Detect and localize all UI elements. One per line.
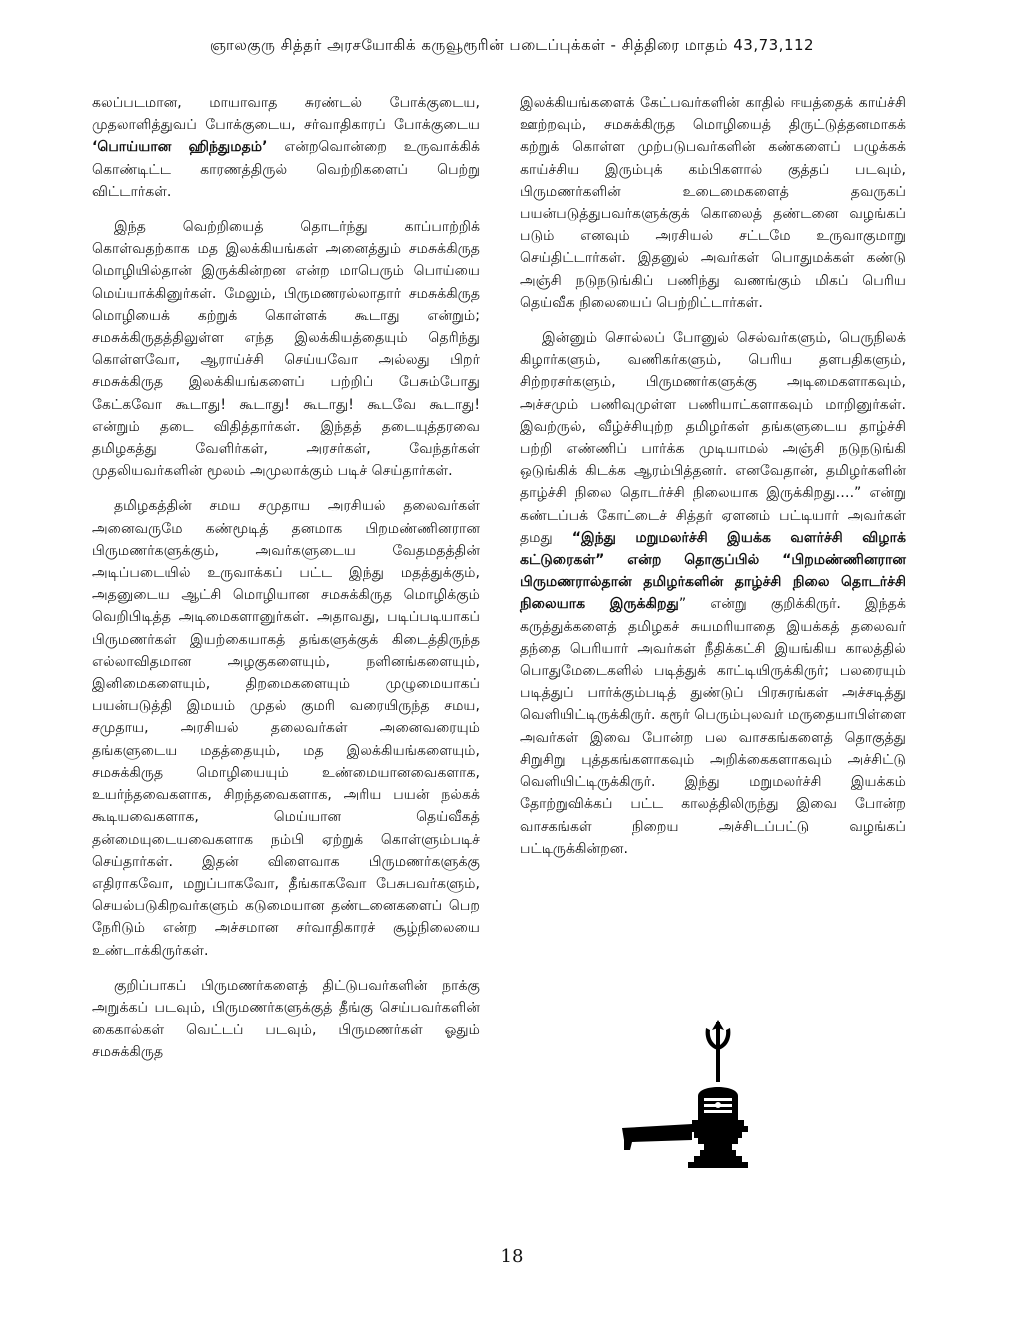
running-header: ஞாலகுரு சித்தர் அரசயோகிக் கருவூரூரின் படைப்புக்கள் - சித்திரை மாதம் 43,73,112 — [209, 36, 815, 54]
left-column — [92, 92, 480, 1077]
paragraph-text: கலப்படமான, மாயாவாத சுரண்டல் போக்குடைய, முதலாளித்துவப் போக்குடைய, சர்வாதிகாரப் போக்குடைய — [92, 95, 480, 134]
paragraph-text: ” என்று குறிக்கிருர். இந்தக் கருத்துக்களைத் தமிழகச் சுயமரியாதை இயக்கத் தலைவர் தந்தை பெரியார் அவர்கள் நீதிக்கட்சி இயங்கிய காலத்தில் பொதுமேடைகளில் படித்துக் காட்டியிருக்கிருர்; பலரையும் படித்துப் பார்க்கும்படித் துண்டுப் பிரசுரங்கள் அச்சடித்து வெளியிட்டிருக்கிருர். கரூர் பெரும்புலவர் மருதையாபிள்ளை அவர்கள் இவை போன்ற பல வாசகங்களைத் தொகுத்து சிறுசிறு புத்தகங்களாகவும் அறிக்கைகளாகவும் அச்சிட்டு வெளியிட்டிருக்கிருர். இந்து மறுமலர்ச்சி இயக்கம் தோற்றுவிக்கப் பட்ட காலத்திலிருந்து இவை போன்ற வாசகங்கள் நிறைய அச்சிடப்பட்டு வழங்கப் பட்டிருக்கின்றன. — [520, 596, 906, 857]
bold-phrase: ‘பொய்யான ஹிந்துமதம்’ — [92, 139, 268, 156]
paragraph: இலக்கியங்களைக் கேட்பவர்களின் காதில் ஈயத்தைக் காய்ச்சி ஊற்றவும், சமசுக்கிருத மொழியைத் திருட்டுத்தனமாகக் கற்றுக் கொள்ள முற்படுபவர்களின் கண்களைப் பழுக்கக் காய்ச்சிய இரும்புக் கம்பிகளால் குத்தப் படவும், பிருமணர்களின் உடைமைகளைத் தவருகப் பயன்படுத்துபவர்களுக்குக் கொலைத் தண்டனை வழங்கப் படும் எனவும் அரசியல் சட்டமே உருவாகுமாறு செய்திட்டார்கள். இதனுல் அவர்கள் பொதுமக்கள் கண்டு அஞ்சி நடுநடுங்கிப் பணிந்து வணங்கும் மிகப் பெரிய தெய்வீக நிலையைப் பெற்றிட்டார்கள். — [520, 95, 906, 311]
paragraph: இந்த வெற்றியைத் தொடர்ந்து காப்பாற்றிக் கொள்வதற்காக மத இலக்கியங்கள் அனைத்தும் சமசுக்கிருத மொழியில்தான் இருக்கின்றன என்ற மாபெரும் பொய்யை மெய்யாக்கினுர்கள். மேலும், பிருமணரல்லாதார் சமசுக்கிருத மொழியைக் கற்றுக் கொள்ளக் கூடாது என்றும்; சமசுக்கிருதத்திலுள்ள எந்த இலக்கியத்தையும் தெரிந்து கொள்ளவோ, ஆராய்ச்சி செய்யவோ அல்லது பிறர் சமசுக்கிருத இலக்கியங்களைப் பற்றிப் பேசும்போது கேட்கவோ கூடாது! கூடாது! கூடாது! கூடவே கூடாது! என்றும் தடை விதித்தார்கள். இந்தத் தடையுத்தரவை தமிழகத்து வேளிர்கள், அரசர்கள், வேந்தர்கள் முதலியவர்களின் மூலம் அமுலாக்கும் படிச் செய்தார்கள். — [92, 219, 480, 480]
shiva-lingam-trident-icon — [618, 1020, 778, 1170]
right-column — [520, 92, 906, 873]
paragraph — [92, 92, 480, 203]
paragraph-text: இன்னும் சொல்லப் போனுல் செல்வர்களும், பெருநிலக் கிழார்களும், வணிகர்களும், பெரிய தளபதிகளும், சிற்றரசர்களும், பிருமணர்களுக்கு அடிமைகளாகவும், அச்சமும் பணிவுமுள்ள பணியாட்களாகவும் மாறினுர்கள். இவற்ருல், வீழ்ச்சியுற்ற தமிழர்கள் தங்களுடைய தாழ்ச்சி பற்றி எண்ணிப் பார்க்க முடியாமல் அஞ்சி நடுநடுங்கி ஒடுங்கிக் கிடக்க ஆரம்பித்தனர். எனவேதான், தமிழர்களின் தாழ்ச்சி நிலை தொடர்ச்சி நிலையாக இருக்கிறது….” என்று கண்டப்பக் கோட்டைச் சித்தர் ஏளனம் பட்டியார் அவர்கள் தமது — [520, 330, 906, 546]
bold-quote: “இந்து மறுமலர்ச்சி இயக்க வளர்ச்சி விழாக் கட்டுரைகள்” என்ற தொகுப்பில் “பிறமண்ணினரான பிருமணரால்தான் தமிழர்களின் தாழ்ச்சி நிலை தொடர்ச்சி நிலையாக இருக்கிறது — [520, 529, 906, 613]
page-number: 18 — [500, 1246, 524, 1267]
paragraph-text: என்றவொன்றை உருவாக்கிக் கொண்டிட்ட காரணத்திருல் வெற்றிகளைப் பெற்று விட்டார்கள். — [92, 139, 481, 200]
paragraph — [520, 327, 906, 860]
paragraph: தமிழகத்தின் சமய சமுதாய அரசியல் தலைவர்கள் அனைவருமே கண்மூடித் தனமாக பிறமண்ணினரான பிருமணர்களுக்கும், அவர்களுடைய வேதமதத்தின் அடிப்படையில் உருவாக்கப் பட்ட இந்து மதத்துக்கும், அதனுடைய ஆட்சி மொழியான சமசுக்கிருத மொழிக்கும் வெறிபிடித்த அடிமைகளானுர்கள். அதாவது, படிப்படியாகப் பிருமணர்கள் இயற்கையாகத் தங்களுக்குக் கிடைத்திருந்த எல்லாவிதமான அழகுகளையும், நளினங்களையும், இனிமைகளையும், திறமைகளையும் முழுமையாகப் பயன்படுத்தி இமயம் முதல் குமரி வரையிருந்த சமய, சமுதாய, அரசியல் தலைவர்கள் அனைவரையும் தங்களுடைய மதத்தையும், மத இலக்கியங்களையும், சமசுக்கிருத மொழியையும் உண்மையானவைகளாக, உயர்ந்தவைகளாக, சிறந்தவைகளாக, அரிய பயன் நல்கக் கூடியவைகளாக, மெய்யான தெய்வீகத் தன்மையுடையவைகளாக நம்பி ஏற்றுக் கொள்ளும்படிச் செய்தார்கள். இதன் விளைவாக பிருமணர்களுக்கு எதிராகவோ, மறுப்பாகவோ, தீங்காகவோ பேசுபவர்களும், செயல்படுகிறவர்களும் கடுமையான தண்டனைகளைப் பெற நேரிடும் என்ற அச்சமான சர்வாதிகாரச் சூழ்நிலையை உண்டாக்கிருர்கள். — [92, 498, 480, 959]
paragraph: குறிப்பாகப் பிருமணர்களைத் திட்டுபவர்களின் நாக்கு அறுக்கப் படவும், பிருமணர்களுக்குத் தீங்கு செய்பவர்களின் கைகால்கள் வெட்டப் படவும், பிருமணர்கள் ஓதும் சமசுக்கிருத — [92, 977, 480, 1061]
